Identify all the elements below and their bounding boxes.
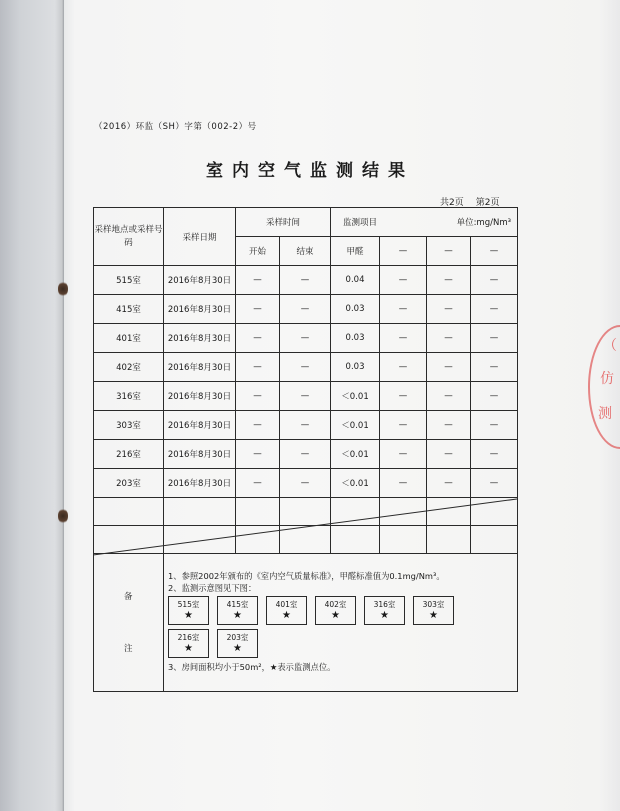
cell-start: — bbox=[236, 440, 280, 469]
room-label: 401室 bbox=[275, 599, 298, 609]
cell-date: 2016年8月30日 bbox=[164, 382, 236, 411]
header-date: 采样日期 bbox=[164, 208, 236, 266]
room-label: 303室 bbox=[422, 599, 445, 609]
cell-date: 2016年8月30日 bbox=[164, 266, 236, 295]
cell-end: — bbox=[280, 440, 331, 469]
cell-dash: — bbox=[380, 440, 427, 469]
cell-dash: — bbox=[427, 353, 471, 382]
pages-total: 共2页 bbox=[440, 198, 464, 208]
header-dash: — bbox=[471, 237, 518, 266]
star-icon: ★ bbox=[380, 609, 389, 621]
cell-end: — bbox=[280, 266, 331, 295]
remarks-label-top: 备 bbox=[124, 592, 133, 602]
cell-dash: — bbox=[427, 295, 471, 324]
cell-start: — bbox=[236, 266, 280, 295]
cell-dash: — bbox=[380, 295, 427, 324]
header-formaldehyde: 甲醛 bbox=[331, 237, 380, 266]
cell-dash: — bbox=[471, 295, 518, 324]
header-items-label: 监测项目 bbox=[343, 218, 378, 228]
cell-dash: — bbox=[380, 411, 427, 440]
room-box bbox=[217, 596, 258, 625]
header-unit: 单位:mg/Nm³ bbox=[456, 218, 512, 228]
cell-dash: — bbox=[427, 469, 471, 498]
cell-formaldehyde: ＜0.01 bbox=[331, 382, 380, 411]
cell-dash: — bbox=[427, 382, 471, 411]
cell-date: 2016年8月30日 bbox=[164, 295, 236, 324]
binding-hole bbox=[58, 281, 68, 297]
page-title: 室内空气监测结果 bbox=[206, 161, 414, 181]
cell-end: — bbox=[280, 324, 331, 353]
remarks-content bbox=[164, 554, 518, 692]
room-label: 316室 bbox=[373, 599, 396, 609]
star-icon: ★ bbox=[282, 609, 291, 621]
cell-formaldehyde: 0.04 bbox=[331, 266, 380, 295]
room-label: 216室 bbox=[177, 632, 200, 642]
cell-dash: — bbox=[427, 324, 471, 353]
room-box bbox=[217, 629, 258, 658]
cell-end: — bbox=[280, 469, 331, 498]
blank-row bbox=[94, 526, 518, 554]
cell-formaldehyde: 0.03 bbox=[331, 353, 380, 382]
star-icon: ★ bbox=[429, 609, 438, 621]
table-row bbox=[94, 411, 518, 440]
cell-location: 216室 bbox=[94, 440, 164, 469]
room-label: 402室 bbox=[324, 599, 347, 609]
cell-start: — bbox=[236, 469, 280, 498]
cell-start: — bbox=[236, 324, 280, 353]
note-1: 1、参照2002年颁布的《室内空气质量标准》，甲醛标准值为0.1mg/Nm³。 bbox=[168, 571, 445, 581]
cell-dash: — bbox=[380, 324, 427, 353]
cell-date: 2016年8月30日 bbox=[164, 353, 236, 382]
cell-date: 2016年8月30日 bbox=[164, 440, 236, 469]
cell-start: — bbox=[236, 353, 280, 382]
blank-row bbox=[94, 498, 518, 526]
cell-formaldehyde: ＜0.01 bbox=[331, 411, 380, 440]
header-dash: — bbox=[380, 237, 427, 266]
cell-end: — bbox=[280, 353, 331, 382]
room-box bbox=[364, 596, 405, 625]
cell-dash: — bbox=[471, 353, 518, 382]
star-icon: ★ bbox=[233, 642, 242, 654]
room-box bbox=[413, 596, 454, 625]
cell-date: 2016年8月30日 bbox=[164, 469, 236, 498]
header-location: 采样地点或采样号码 bbox=[94, 208, 164, 266]
table-row bbox=[94, 295, 518, 324]
star-icon: ★ bbox=[233, 609, 242, 621]
cell-start: — bbox=[236, 382, 280, 411]
cell-date: 2016年8月30日 bbox=[164, 324, 236, 353]
room-label: 415室 bbox=[226, 599, 249, 609]
table-row bbox=[94, 469, 518, 498]
remarks-label-bottom: 注 bbox=[124, 644, 133, 654]
stamp-glyph: 仿 bbox=[600, 371, 614, 387]
cell-dash: — bbox=[471, 266, 518, 295]
cell-dash: — bbox=[380, 353, 427, 382]
table-row bbox=[94, 324, 518, 353]
room-label: 515室 bbox=[177, 599, 200, 609]
header-time: 采样时间 bbox=[236, 208, 331, 237]
header-row bbox=[94, 208, 518, 237]
table-row bbox=[94, 266, 518, 295]
cell-location: 316室 bbox=[94, 382, 164, 411]
cell-dash: — bbox=[380, 469, 427, 498]
star-icon: ★ bbox=[331, 609, 340, 621]
cell-formaldehyde: ＜0.01 bbox=[331, 469, 380, 498]
cell-dash: — bbox=[471, 411, 518, 440]
room-box bbox=[315, 596, 356, 625]
cell-date: 2016年8月30日 bbox=[164, 411, 236, 440]
note-2: 2、监测示意图见下图： bbox=[168, 583, 257, 593]
cell-end: — bbox=[280, 411, 331, 440]
cell-dash: — bbox=[471, 382, 518, 411]
remarks-label bbox=[94, 554, 164, 692]
cell-location: 515室 bbox=[94, 266, 164, 295]
room-box bbox=[266, 596, 307, 625]
note-3: 3、房间面积均小于50m²，★表示监测点位。 bbox=[168, 662, 336, 672]
cell-dash: — bbox=[380, 266, 427, 295]
cell-start: — bbox=[236, 295, 280, 324]
cell-start: — bbox=[236, 411, 280, 440]
monitoring-diagram bbox=[168, 596, 498, 658]
cell-dash: — bbox=[471, 324, 518, 353]
cell-formaldehyde: 0.03 bbox=[331, 295, 380, 324]
binding-edge bbox=[0, 0, 64, 811]
header-start: 开始 bbox=[236, 237, 280, 266]
remarks-row bbox=[94, 554, 518, 692]
cell-location: 203室 bbox=[94, 469, 164, 498]
room-box bbox=[168, 596, 209, 625]
binding-hole bbox=[58, 508, 68, 524]
cell-dash: — bbox=[427, 266, 471, 295]
cell-end: — bbox=[280, 295, 331, 324]
stamp-glyph: 测 bbox=[598, 406, 612, 422]
cell-dash: — bbox=[427, 440, 471, 469]
cell-location: 402室 bbox=[94, 353, 164, 382]
cell-location: 303室 bbox=[94, 411, 164, 440]
header-dash: — bbox=[427, 237, 471, 266]
cell-dash: — bbox=[380, 382, 427, 411]
cell-dash: — bbox=[471, 440, 518, 469]
page-current: 第2页 bbox=[475, 198, 500, 208]
cell-formaldehyde: 0.03 bbox=[331, 324, 380, 353]
header-items bbox=[331, 208, 518, 237]
document-number: （2016）环监（SH）字第（002-2）号 bbox=[94, 122, 257, 132]
table-row bbox=[94, 440, 518, 469]
cell-dash: — bbox=[427, 411, 471, 440]
cell-dash: — bbox=[471, 469, 518, 498]
cell-location: 415室 bbox=[94, 295, 164, 324]
room-label: 203室 bbox=[226, 632, 249, 642]
star-icon: ★ bbox=[184, 609, 193, 621]
star-icon: ★ bbox=[184, 642, 193, 654]
header-end: 结束 bbox=[280, 237, 331, 266]
results-table bbox=[93, 207, 518, 692]
cell-location: 401室 bbox=[94, 324, 164, 353]
table-row bbox=[94, 353, 518, 382]
stamp-glyph: （ bbox=[603, 338, 617, 354]
cell-end: — bbox=[280, 382, 331, 411]
cell-formaldehyde: ＜0.01 bbox=[331, 440, 380, 469]
room-box bbox=[168, 629, 209, 658]
table-row bbox=[94, 382, 518, 411]
